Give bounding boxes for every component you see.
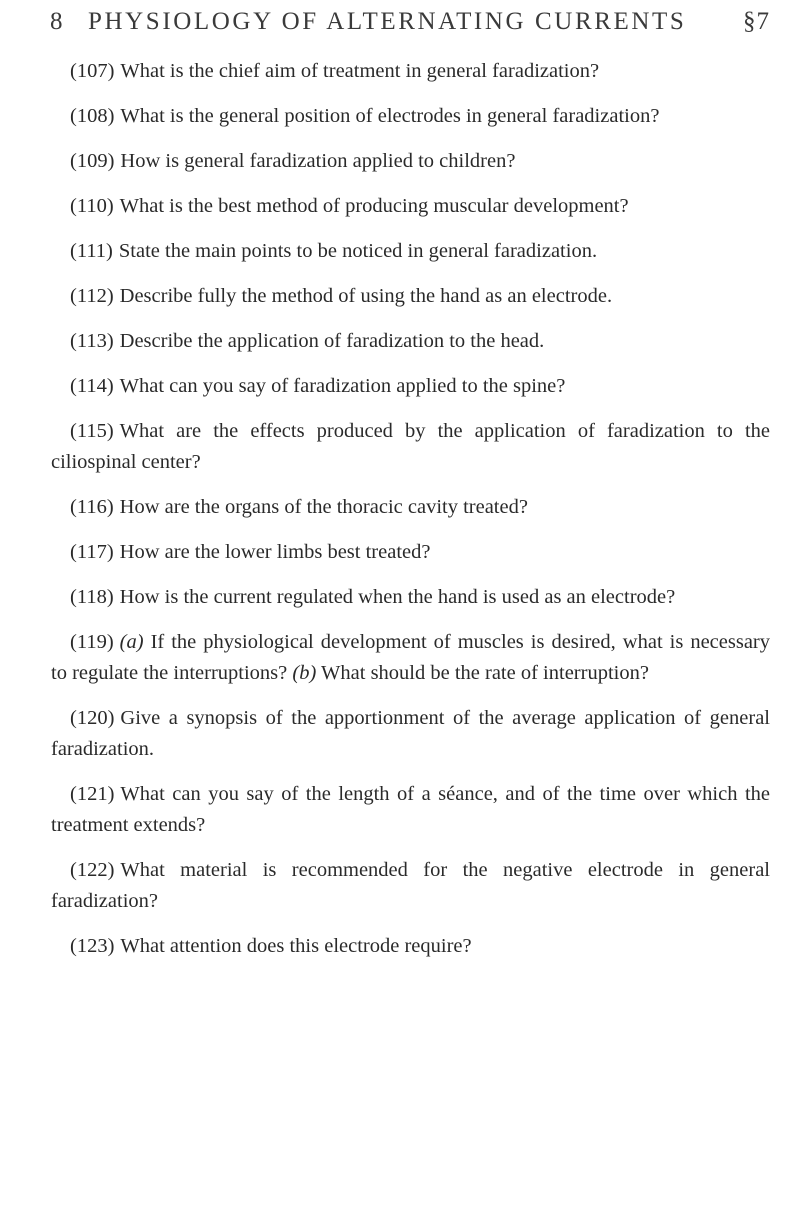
part-a-text: If the physiological development of muscles is desired, what is necessary to regulate the interruptions? xyxy=(51,631,771,684)
question-text: What is the best method of producing muscular development? xyxy=(119,195,629,217)
question-120 xyxy=(51,703,770,765)
question-116 xyxy=(51,492,770,523)
question-text: How is general faradization applied to children? xyxy=(120,150,516,172)
question-number: (117) xyxy=(70,541,114,563)
question-number: (115) xyxy=(70,420,114,442)
question-text: Describe the application of faradization to the head. xyxy=(119,330,545,352)
question-text: State the main points to be noticed in general faradization. xyxy=(118,240,598,262)
question-111 xyxy=(51,236,770,267)
question-text: What is the general position of electrodes in general faradization? xyxy=(120,105,660,127)
question-number: (118) xyxy=(70,586,114,608)
question-123 xyxy=(51,931,770,962)
question-text: What attention does this electrode require? xyxy=(120,935,472,957)
question-108 xyxy=(51,101,770,132)
question-number: (123) xyxy=(70,935,115,957)
question-text: What material is recommended for the negative electrode in general faradization? xyxy=(51,859,770,912)
part-a-label: (a) xyxy=(119,631,144,653)
question-text: What can you say of the length of a séance, and of the time over which the treatment extends? xyxy=(51,783,770,836)
question-122 xyxy=(51,855,770,917)
question-number: (108) xyxy=(70,105,115,127)
question-number: (110) xyxy=(70,195,114,217)
question-107 xyxy=(51,56,770,87)
question-number: (121) xyxy=(70,783,115,805)
question-118 xyxy=(51,582,770,613)
question-117 xyxy=(51,537,770,568)
question-text: What is the chief aim of treatment in general faradization? xyxy=(120,60,600,82)
section-mark: §7 xyxy=(743,8,770,35)
question-114 xyxy=(51,371,770,402)
part-b-text: What should be the rate of interruption? xyxy=(321,662,649,684)
question-number: (114) xyxy=(70,375,114,397)
page-number: 8 xyxy=(50,8,66,35)
question-text: How is the current regulated when the hand is used as an electrode? xyxy=(119,586,676,608)
question-text: How are the lower limbs best treated? xyxy=(119,541,431,563)
question-number: (111) xyxy=(70,240,113,262)
question-text: Give a synopsis of the apportionment of the average application of general faradization. xyxy=(51,707,770,760)
question-110 xyxy=(51,191,770,222)
question-number: (120) xyxy=(70,707,115,729)
question-number: (112) xyxy=(70,285,114,307)
question-115 xyxy=(51,416,770,478)
question-number: (122) xyxy=(70,859,115,881)
question-number: (107) xyxy=(70,60,115,82)
question-text: How are the organs of the thoracic cavity treated? xyxy=(119,496,528,518)
part-b-label: (b) xyxy=(292,662,317,684)
question-109 xyxy=(51,146,770,177)
question-113 xyxy=(51,326,770,357)
question-112 xyxy=(51,281,770,312)
page-header xyxy=(50,8,770,44)
question-text: Describe fully the method of using the hand as an electrode. xyxy=(119,285,613,307)
question-number: (116) xyxy=(70,496,114,518)
question-list xyxy=(51,56,771,976)
question-number: (119) xyxy=(70,631,114,653)
running-title: PHYSIOLOGY OF ALTERNATING CURRENTS xyxy=(88,8,687,35)
question-text: What are the effects produced by the application of faradization to the ciliospinal center? xyxy=(51,420,770,473)
question-number: (109) xyxy=(70,150,115,172)
question-text: What can you say of faradization applied to the spine? xyxy=(119,375,566,397)
question-number: (113) xyxy=(70,330,114,352)
question-119 xyxy=(51,627,770,689)
question-121 xyxy=(51,779,770,841)
